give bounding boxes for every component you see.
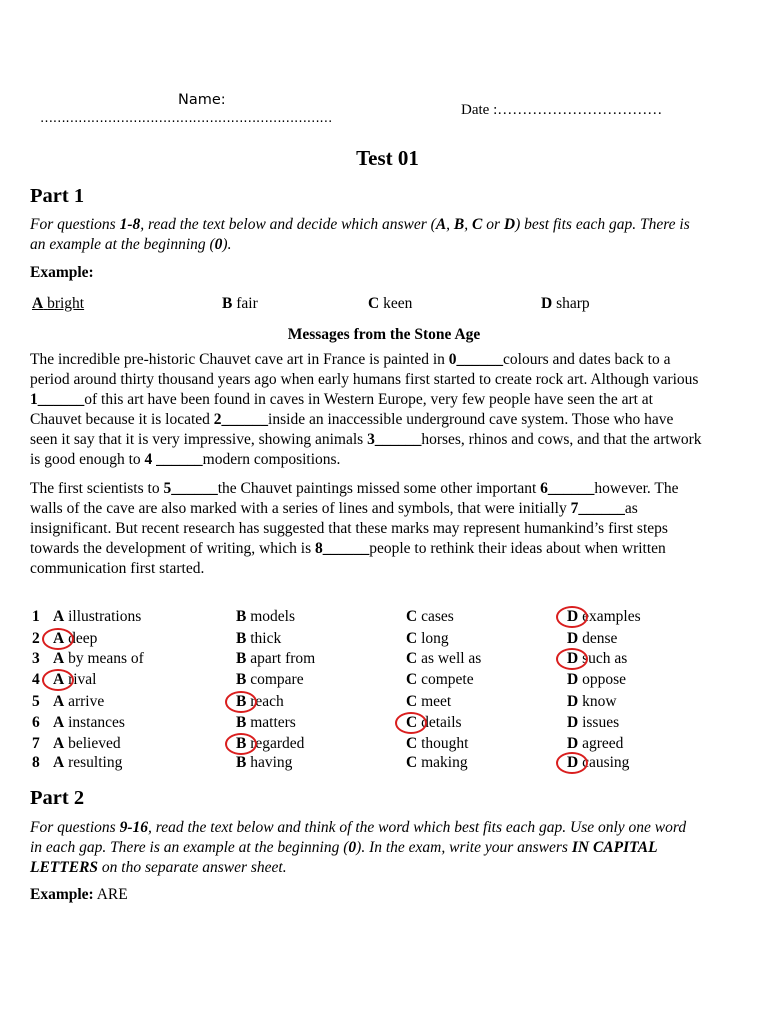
question-8-option-a[interactable]: A resulting: [53, 754, 123, 771]
name-label: Name:: [178, 92, 226, 108]
answer-circle-mark: [556, 752, 588, 774]
question-4-option-d[interactable]: D oppose: [567, 671, 626, 688]
question-3-option-b[interactable]: B apart from: [236, 650, 316, 667]
question-1-option-a[interactable]: A illustrations: [53, 608, 142, 625]
question-3-option-c[interactable]: C as well as: [406, 650, 482, 667]
question-4-option-a[interactable]: A rival: [53, 671, 97, 688]
name-dots: ……………………………………………………………: [40, 111, 333, 126]
answer-circle-mark: [42, 628, 74, 650]
question-1-option-c[interactable]: C cases: [406, 608, 454, 625]
question-7-option-c[interactable]: C thought: [406, 735, 469, 752]
question-number: 7: [32, 735, 40, 752]
question-number: 2: [32, 630, 40, 647]
answer-circle-mark: [225, 733, 257, 755]
example-option-a: A bright: [32, 295, 85, 312]
question-7-option-d[interactable]: D agreed: [567, 735, 624, 752]
question-number: 4: [32, 671, 40, 688]
part2-example: Example: ARE: [30, 886, 128, 903]
question-6-option-c[interactable]: C details: [406, 714, 462, 731]
question-number: 1: [32, 608, 40, 625]
question-2-option-b[interactable]: B thick: [236, 630, 282, 647]
question-6-option-d[interactable]: D issues: [567, 714, 620, 731]
example-label: Example:: [30, 264, 94, 281]
question-3-option-a[interactable]: A by means of: [53, 650, 144, 667]
example-option-c: C keen: [368, 295, 413, 312]
page-title: Test 01: [356, 146, 419, 170]
passage-paragraph-1: The incredible pre-historic Chauvet cave art in France is painted in 0______colours and dates back to a period around thirty thousand years ago when early humans first started to create rock art. Although various 1______of this art have been found in caves in Western Europe, very few people have seen the art at Chauvet because it is located 2______inside an inaccessible underground cave system. Those who have seen it say that it is very impressive, showing animals 3______horses, rhinos and cows, and that the artwork is good enough to 4 ______modern compositions.: [30, 351, 702, 468]
question-4-option-b[interactable]: B compare: [236, 671, 304, 688]
part1-instructions: For questions 1-8, read the text below and decide which answer (A, B, C or D) best fits each gap. There is an example at the beginning (0).: [30, 216, 690, 253]
question-number: 3: [32, 650, 40, 667]
question-4-option-c[interactable]: C compete: [406, 671, 474, 688]
question-5-option-d[interactable]: D know: [567, 693, 617, 710]
question-5-option-c[interactable]: C meet: [406, 693, 452, 710]
question-5-option-a[interactable]: A arrive: [53, 693, 105, 710]
question-7-option-b[interactable]: B regarded: [236, 735, 305, 752]
question-number: 8: [32, 754, 40, 771]
question-1-option-b[interactable]: B models: [236, 608, 295, 625]
question-6-option-b[interactable]: B matters: [236, 714, 296, 731]
passage-title: Messages from the Stone Age: [287, 326, 481, 343]
question-6-option-a[interactable]: A instances: [53, 714, 125, 731]
question-number: 5: [32, 693, 40, 710]
answer-circle-mark: [395, 712, 427, 734]
question-8-option-c[interactable]: C making: [406, 754, 468, 771]
answer-circle-mark: [556, 648, 588, 670]
part2-heading: Part 2: [30, 787, 85, 809]
question-2-option-a[interactable]: A deep: [53, 630, 98, 647]
question-1-option-d[interactable]: D examples: [567, 608, 641, 625]
question-8-option-d[interactable]: D causing: [567, 754, 630, 771]
question-7-option-a[interactable]: A believed: [53, 735, 121, 752]
part2-instructions: For questions 9-16, read the text below and think of the word which best fits each gap. Use only one word in each gap. There is an example at the beginning (0). In the exam, write your answers IN CAPITAL LETTERS on tho separate answer sheet.: [30, 819, 687, 876]
date-label: Date :……………………………: [461, 102, 663, 118]
question-8-option-b[interactable]: B having: [236, 754, 293, 771]
question-2-option-c[interactable]: C long: [406, 630, 449, 647]
question-3-option-d[interactable]: D such as: [567, 650, 628, 667]
example-option-d: D sharp: [541, 295, 590, 312]
answer-circle-mark: [42, 669, 74, 691]
question-2-option-d[interactable]: D dense: [567, 630, 618, 647]
answer-circle-mark: [225, 691, 257, 713]
passage-paragraph-2: The first scientists to 5______the Chauvet paintings missed some other important 6______however. The walls of the cave are also marked with a series of lines and symbols, that were initially 7______as insignificant. But recent research has suggested that these marks may represent humankind’s first steps towards the development of writing, which is 8______people to rethink their ideas about when written communication first started.: [30, 480, 679, 577]
example-option-b: B fair: [222, 295, 258, 312]
answer-circle-mark: [556, 606, 588, 628]
question-number: 6: [32, 714, 40, 731]
question-5-option-b[interactable]: B reach: [236, 693, 284, 710]
part1-heading: Part 1: [30, 185, 85, 207]
